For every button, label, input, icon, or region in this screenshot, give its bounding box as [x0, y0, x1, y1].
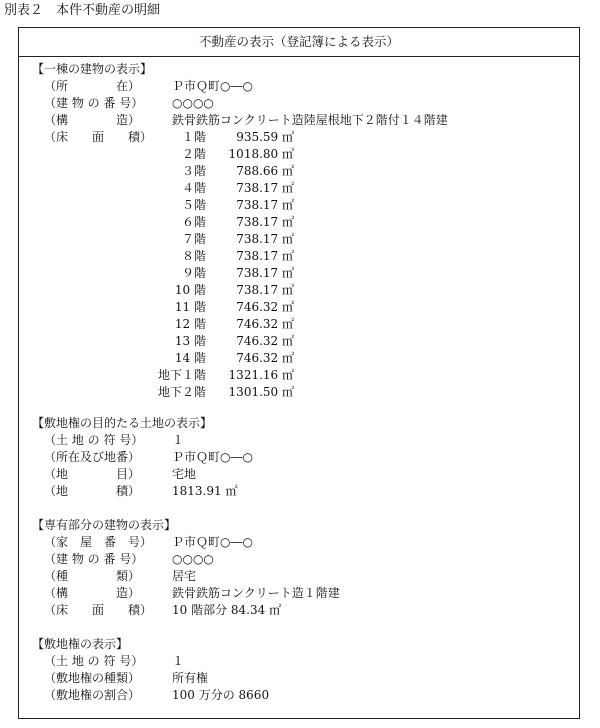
floor-name: 12 階 [174, 317, 206, 331]
field-value: 居宅 [172, 569, 197, 583]
field-value: 100 万分の 8660 [172, 688, 270, 702]
field-label: （床 面 積） [44, 130, 153, 144]
section-heading-unit: 【専有部分の建物の表示】 [32, 518, 177, 532]
floor-area: 746.32 ㎡ [236, 300, 294, 314]
floor-area: 746.32 ㎡ [236, 351, 294, 365]
floor-area: 738.17 ㎡ [236, 232, 294, 246]
field-label: （家 屋 番 号） [44, 535, 153, 549]
field-value: １ [172, 433, 185, 447]
floor-name: 10 階 [174, 283, 206, 297]
floor-name: 11 階 [174, 300, 206, 314]
floor-name: 地下２階 [157, 385, 206, 399]
field-label: （構 造） [44, 113, 141, 127]
floor-area: 746.32 ㎡ [236, 334, 294, 348]
field-label: （土 地 の 符 号） [44, 654, 144, 668]
field-value: １ [172, 654, 185, 668]
header-divider [18, 56, 580, 57]
floor-area: 738.17 ㎡ [236, 181, 294, 195]
field-label: （敷地権の種類） [44, 671, 141, 685]
section-heading-site-right: 【敷地権の表示】 [32, 637, 129, 651]
field-label: （地 目） [44, 467, 141, 481]
floor-area: 738.17 ㎡ [236, 198, 294, 212]
floor-area: 738.17 ㎡ [236, 215, 294, 229]
section-heading-building: 【一棟の建物の表示】 [32, 62, 153, 76]
floor-name: ２階 [181, 147, 206, 161]
floor-area: 1018.80 ㎡ [228, 147, 294, 161]
field-label: （所在及び地番） [44, 450, 141, 464]
field-label: （構 造） [44, 586, 141, 600]
field-label: （所 在） [44, 79, 141, 93]
floor-area: 746.32 ㎡ [236, 317, 294, 331]
field-label: （土 地 の 符 号） [44, 433, 144, 447]
field-label: （建 物 の 番 号） [44, 552, 144, 566]
floor-name: 14 階 [174, 351, 206, 365]
floor-name: ８階 [181, 249, 206, 263]
floor-area: 1321.16 ㎡ [228, 368, 294, 382]
floor-name: １階 [181, 130, 206, 144]
field-value: 鉄骨鉄筋コンクリート造陸屋根地下２階付１４階建 [172, 113, 448, 127]
field-label: （建 物 の 番 号） [44, 96, 144, 110]
field-value: 鉄骨鉄筋コンクリート造１階建 [172, 586, 340, 600]
floor-name: ７階 [181, 232, 206, 246]
field-value: Ｐ市Ｑ町○―○ [172, 450, 253, 464]
field-label: （床 面 積） [44, 603, 153, 617]
field-value: Ｐ市Ｑ町○―○ [172, 535, 253, 549]
floor-area: 935.59 ㎡ [236, 130, 294, 144]
floor-area: 738.17 ㎡ [236, 266, 294, 280]
field-label: （種 類） [44, 569, 141, 583]
field-label: （敷地権の割合） [44, 688, 141, 702]
floor-name: ４階 [181, 181, 206, 195]
field-value: 1813.91 ㎡ [172, 484, 238, 498]
floor-area: 738.17 ㎡ [236, 283, 294, 297]
field-value: 10 階部分 84.34 ㎡ [172, 603, 282, 617]
floor-area: 738.17 ㎡ [236, 249, 294, 263]
floor-name: ３階 [181, 164, 206, 178]
field-value: 宅地 [172, 467, 197, 481]
document-caption: 別表２ 本件不動産の明細 [4, 3, 161, 18]
section-heading-land: 【敷地権の目的たる土地の表示】 [32, 416, 213, 430]
floor-area: 1301.50 ㎡ [228, 385, 294, 399]
field-value: ○○○○ [172, 552, 214, 566]
floor-name: ５階 [181, 198, 206, 212]
floor-name: 地下１階 [157, 368, 206, 382]
field-value: ○○○○ [172, 96, 214, 110]
floor-area: 788.66 ㎡ [236, 164, 294, 178]
field-value: Ｐ市Ｑ町○―○ [172, 79, 253, 93]
field-value: 所有権 [172, 671, 209, 685]
floor-name: ６階 [181, 215, 206, 229]
floor-name: ９階 [181, 266, 206, 280]
floor-name: 13 階 [174, 334, 206, 348]
table-header: 不動産の表示（登記簿による表示） [198, 34, 399, 49]
field-label: （地 積） [44, 484, 141, 498]
